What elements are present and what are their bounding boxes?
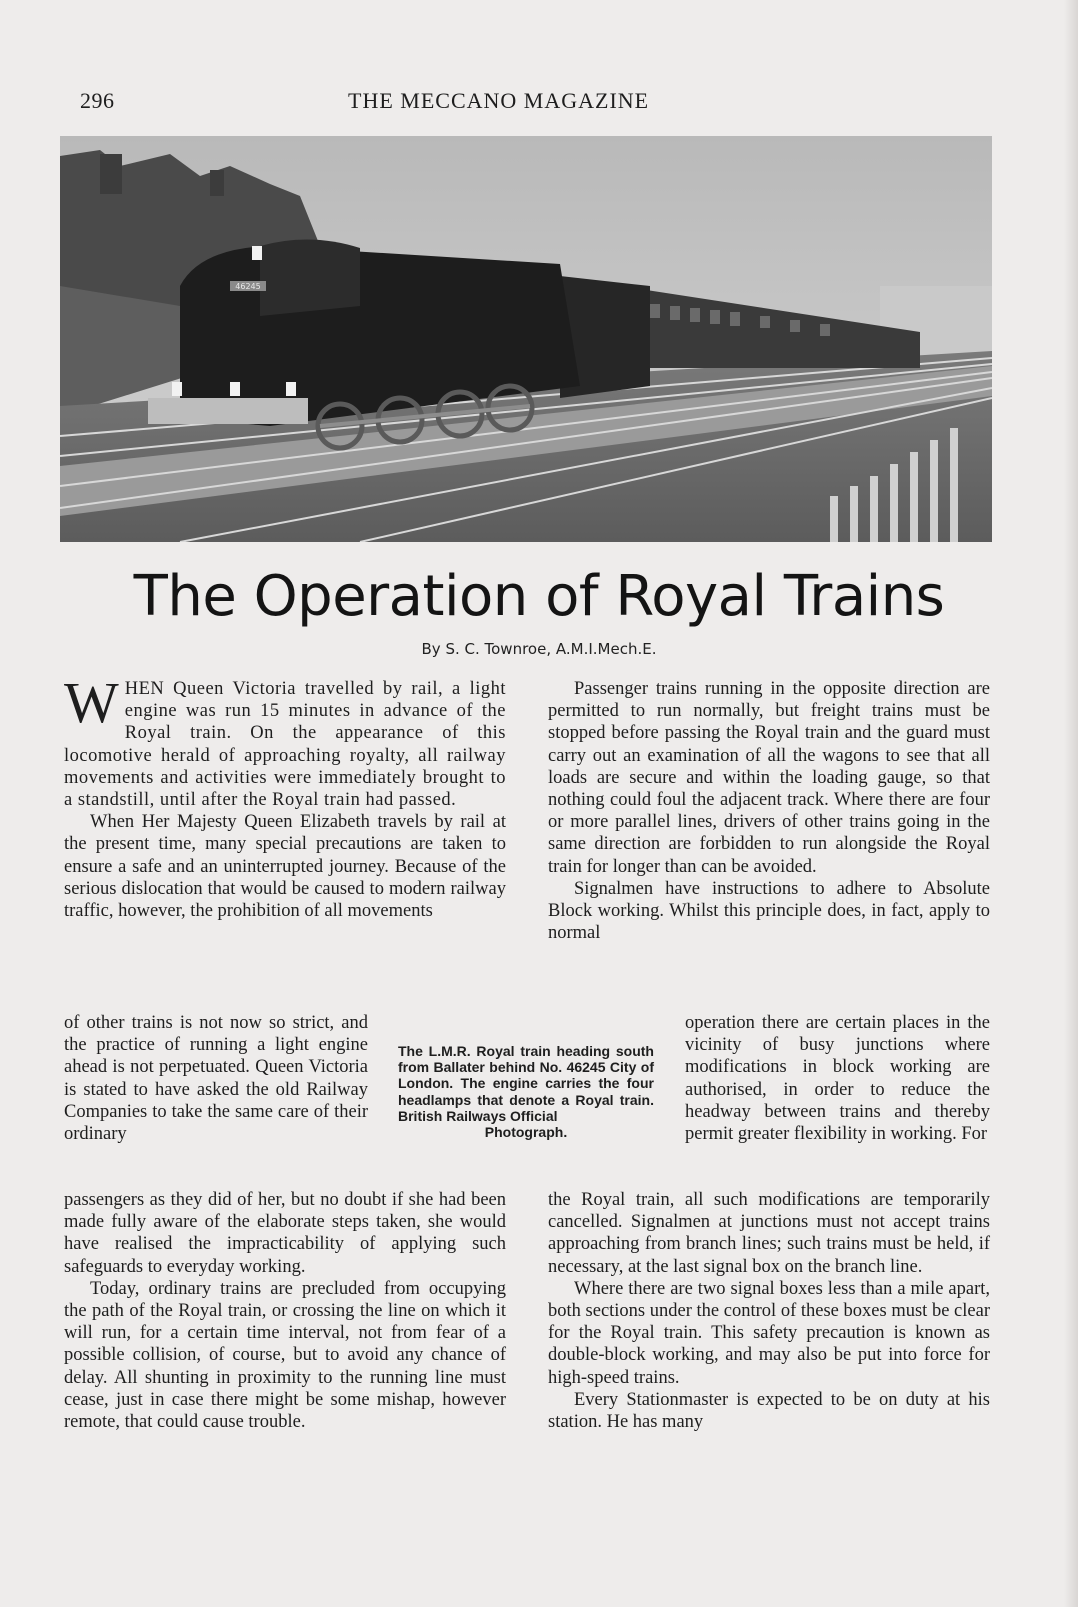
running-head xyxy=(80,88,690,118)
paragraph-signalmen-end: the Royal train, all such modifications are temporarily cancelled. Signalmen at junctions must not accept trains approaching from branch lines; such trains must be held, if necessary, at the last signal box on the branch line. xyxy=(548,1190,990,1277)
opening-text: HEN Queen Victoria travelled by rail, a light engine was run 15 minutes in advance of the Royal train. On the appearance of this locomotive herald of approaching royalty, all railway movements and activities were immediately brought to a standstill, until after the Royal train had passed. xyxy=(64,679,506,811)
page-number: 296 xyxy=(80,88,115,113)
royal-train-photo xyxy=(60,136,992,542)
train-illustration xyxy=(60,136,992,542)
magazine-title: THE MECCANO MAGAZINE xyxy=(348,88,650,113)
left-column-bottom xyxy=(64,1189,506,1433)
photo-caption xyxy=(398,1043,654,1140)
left-column-top xyxy=(64,670,506,922)
page-edge-shadow xyxy=(1064,0,1078,1607)
paragraph-signalmen: Signalmen have instructions to adhere to Absolute Block working. Whilst this principle does, in fact, apply to normal xyxy=(548,878,990,944)
paragraph-signalmen-continued: operation there are certain places in the vicinity of busy junctions where modifications in block working are authorised, in order to reduce the headway between trains and thereby permit greater flexibility in working. For xyxy=(685,1013,990,1145)
paragraph-double-block: Where there are two signal boxes less than a mile apart, both sections under the control of these boxes must be clear for the Royal train. This safety precaution is known as double-block working, and may also be put into force for high-speed trains. xyxy=(548,1278,990,1388)
paragraph-continuation-2: passengers as they did of her, but no doubt if she had been made fully aware of the elaborate steps taken, she would have realised the impracticability of applying such safeguards to everyday working. xyxy=(64,1190,506,1277)
paragraph-opening xyxy=(64,670,506,811)
article-title: The Operation of Royal Trains xyxy=(133,564,945,629)
paragraph-passenger-trains: Passenger trains running in the opposite direction are permitted to run normally, but freight trains must be stopped before passing the Royal train and the guard must carry out an examination of all the wagons to see that all loads are secure and within the loading gauge, so that nothing could foul the adjacent track. Where there are four or more parallel lines, drivers of other trains going in the same direction are forbidden to run alongside the Royal train for longer than can be avoided. xyxy=(548,679,990,877)
paragraph-stationmaster: Every Stationmaster is expected to be on duty at his station. He has many xyxy=(548,1389,990,1433)
drop-cap: W xyxy=(64,670,119,735)
caption-text: The L.M.R. Royal train heading south from Ballater behind No. 46245 City of London. The engine carries the four headlamps that denote a Royal train. British Railways Official xyxy=(398,1043,654,1124)
left-column-mid xyxy=(64,1012,368,1145)
byline: By S. C. Townroe, A.M.I.Mech.E. xyxy=(421,640,657,658)
right-column-mid xyxy=(685,1012,990,1145)
right-column-bottom xyxy=(548,1189,990,1433)
caption-credit: Photograph. xyxy=(484,1124,568,1141)
paragraph-continuation: of other trains is not now so strict, and the practice of running a light engine ahead is not perpetuated. Queen Victoria is stated to have asked the old Railway Companies to take the same care of their ordinary xyxy=(64,1013,368,1145)
paragraph-today: Today, ordinary trains are precluded from occupying the path of the Royal train, or crossing the line on which it will run, for a certain time interval, not from fear of a possible collision, of course, but to avoid any chance of delay. All shunting in proximity to the running line must cease, just in case there might be some mishap, however remote, that could cause trouble. xyxy=(64,1278,506,1433)
paragraph-queen-elizabeth: When Her Majesty Queen Elizabeth travels by rail at the present time, many special precautions are taken to ensure a safe and an uninterrupted journey. Because of the serious dislocation that would be caused to modern railway traffic, however, the prohibition of all movements xyxy=(64,812,506,922)
right-column-top xyxy=(548,678,990,944)
locomotive-number: 46245 xyxy=(235,282,261,291)
